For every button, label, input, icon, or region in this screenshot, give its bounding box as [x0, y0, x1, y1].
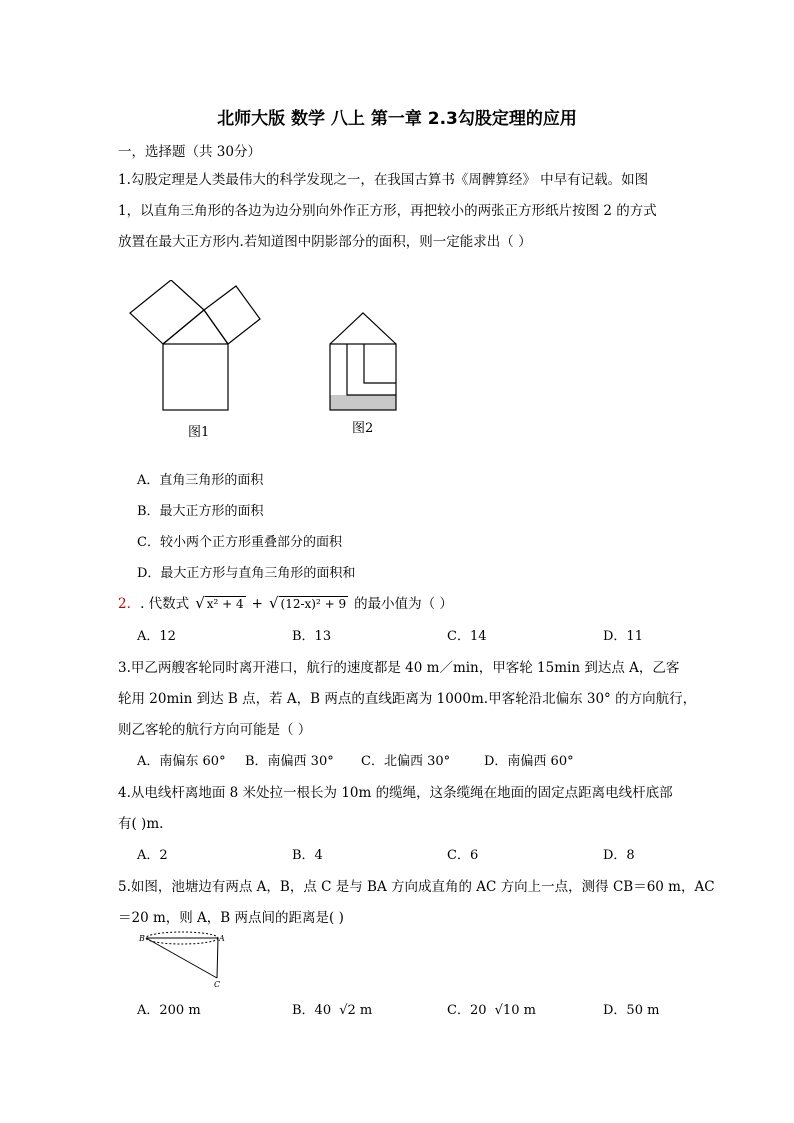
q1-line1: 1.勾股定理是人类最伟大的科学发现之一，在我国古算书《周髀算经》 中早有记载。如图 [118, 172, 649, 188]
q5-pond-figure [135, 928, 235, 992]
q5-option-a[interactable]: A．200 m [137, 1003, 201, 1018]
q1-option-b[interactable]: B．最大正方形的面积 [137, 504, 264, 519]
sqrt-icon: √ [195, 594, 205, 612]
triangle-top [330, 313, 396, 344]
page-title: 北师大版 数学 八上 第一章 2.3勾股定理的应用 [217, 109, 577, 129]
q5-line2: ＝20 m，则 A，B 两点间的距离是( ) [118, 910, 344, 926]
q2-plus: + [251, 596, 263, 612]
q2-stem [118, 592, 453, 612]
q3-option-a[interactable]: A．南偏东 60° [137, 754, 226, 769]
q1-option-c[interactable]: C．较小两个正方形重叠部分的面积 [137, 535, 342, 550]
right-triangle [163, 310, 228, 344]
q5-option-c-radical: √10 m [494, 1003, 536, 1018]
q3-line1: 3.甲乙两艘客轮同时离开港口，航行的速度都是 40 m／min，甲客轮 15min 到达点 A，乙客 [118, 660, 680, 676]
q1-line3: 放置在最大正方形内.若知道图中阴影部分的面积，则一定能求出（ ） [118, 234, 532, 250]
q5-option-b-coef: B．40 [292, 1003, 332, 1018]
q2-suffix: 的最小值为（ ） [354, 596, 453, 612]
q5-option-b[interactable] [292, 999, 372, 1018]
q4-line2: 有( )m. [118, 816, 164, 832]
q2-option-d[interactable]: D．11 [603, 629, 643, 644]
q3-option-c[interactable]: C．北偏西 30° [361, 754, 451, 769]
q1-line2: 1，以直角三角形的各边为边分别向外作正方形，再把较小的两张正方形纸片按图 2 的方式 [118, 203, 657, 219]
q2-option-c[interactable]: C．14 [447, 629, 487, 644]
figure-2-label: 图2 [352, 421, 374, 436]
q3-option-b[interactable]: B．南偏西 30° [245, 754, 334, 769]
q4-option-a[interactable]: A．2 [137, 848, 168, 863]
q5-line1: 5.如图，池塘边有两点 A，B，点 C 是与 BA 方向成直角的 AC 方向上一点，测得 CB＝60 m，AC [118, 879, 715, 895]
q2-option-a[interactable]: A．12 [137, 629, 176, 644]
q2-prefix: . 代数式 [140, 596, 190, 612]
medium-square-edges [347, 344, 396, 395]
section-heading: 一，选择题（共 30分） [118, 144, 261, 160]
q1-option-d[interactable]: D．最大正方形与直角三角形的面积和 [137, 566, 356, 581]
q2-option-b[interactable]: B．13 [292, 629, 332, 644]
q3-line3: 则乙客轮的航行方向可能是（ ） [118, 722, 312, 738]
sqrt-icon: √ [268, 594, 279, 612]
q4-option-c[interactable]: C．6 [447, 848, 479, 863]
q1-option-a[interactable]: A．直角三角形的面积 [137, 473, 264, 488]
q2-expr2: (12-x)² + 9 [280, 597, 347, 611]
figure-1-label: 图1 [188, 425, 210, 440]
point-b-label: B [139, 934, 145, 943]
q5-option-b-radical: √2 m [339, 1003, 373, 1018]
q4-option-b[interactable]: B．4 [292, 848, 323, 863]
q5-option-c-coef: C．20 [447, 1003, 487, 1018]
q1-figures [120, 280, 410, 450]
q3-line2: 轮用 20min 到达 B 点，若 A，B 两点的直线距离为 1000m.甲客轮沿北偏东 30° 的方向航行， [118, 691, 697, 707]
q2-number: 2． [118, 596, 141, 612]
right-square [204, 286, 260, 344]
shaded-region [330, 395, 396, 410]
q2-expr1: x² + 4 [206, 597, 244, 611]
large-square [163, 344, 228, 410]
figure-1-pythagoras [130, 280, 260, 410]
figure-2-arrangement [330, 313, 396, 410]
q3-option-d[interactable]: D．南偏西 60° [484, 754, 574, 769]
point-c-label: C [214, 980, 221, 989]
q5-option-c[interactable] [447, 999, 536, 1018]
left-square [130, 280, 204, 344]
q4-line1: 4.从电线杆离地面 8 米处拉一根长为 10m 的缆绳，这条缆绳在地面的固定点距离电线杆底部 [118, 785, 673, 801]
point-a-label: A [219, 934, 225, 943]
q5-option-d[interactable]: D．50 m [603, 1003, 660, 1018]
q4-option-d[interactable]: D．8 [603, 848, 635, 863]
small-square-edges [364, 344, 396, 383]
segment-ac [217, 938, 218, 978]
